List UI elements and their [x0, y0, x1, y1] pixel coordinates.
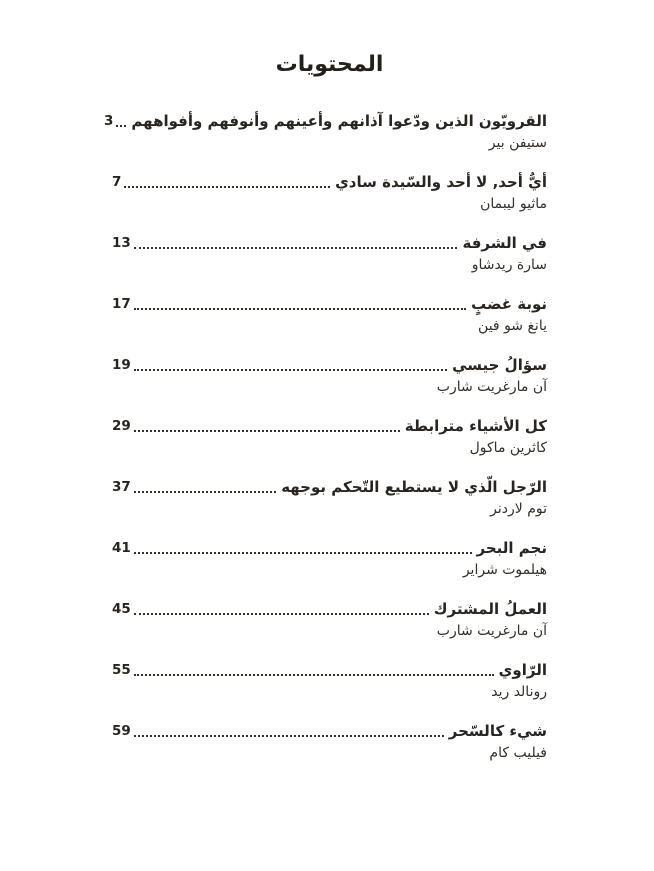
entry-title: الرّاوي — [498, 661, 547, 679]
entry-page-number: 19 — [112, 357, 131, 373]
dot-leader — [134, 674, 494, 676]
toc-entry — [112, 659, 547, 703]
toc-entry-line — [112, 354, 547, 376]
dot-leader — [134, 308, 466, 310]
entry-page-number: 37 — [112, 479, 131, 495]
entry-page-number: 59 — [112, 723, 131, 739]
entry-author: توم لاردنر — [490, 501, 547, 517]
entry-page-number: 7 — [112, 174, 122, 190]
entry-author: رونالد ريد — [491, 684, 547, 700]
dot-leader — [116, 125, 126, 127]
entry-page-number: 13 — [112, 235, 131, 251]
entry-page-number: 3 — [104, 113, 114, 129]
toc-entry — [104, 110, 547, 154]
toc-entry — [112, 537, 547, 581]
toc-entry — [112, 171, 547, 215]
toc-entry-line — [112, 415, 547, 437]
entry-page-number: 17 — [112, 296, 131, 312]
toc-entry-line — [112, 537, 547, 559]
entry-page-number: 45 — [112, 601, 131, 617]
entry-page-number: 29 — [112, 418, 131, 434]
toc-entry — [112, 598, 547, 642]
entry-title: شيء كالسّحر — [448, 722, 547, 740]
dot-leader — [134, 552, 472, 554]
dot-leader — [124, 186, 330, 188]
dot-leader — [134, 430, 400, 432]
entry-title: أيُّ أحد, لا أحد والسّيدة سادي — [335, 173, 547, 191]
entry-author: ستيفن بير — [488, 135, 547, 151]
entry-title: كل الأشياء مترابطة — [404, 417, 547, 435]
toc-entry — [112, 354, 547, 398]
dot-leader — [134, 247, 458, 249]
dot-leader — [134, 369, 447, 371]
entry-author: ماثيو ليبمان — [480, 196, 547, 212]
entry-title: نوبة غضبٍ — [471, 295, 547, 313]
entry-title: الرّجل الّذي لا يستطيع التّحكم بوجهه — [281, 478, 547, 496]
dot-leader — [134, 613, 429, 615]
toc-entry-line — [112, 476, 547, 498]
toc-entry-line — [112, 659, 547, 681]
dot-leader — [134, 491, 276, 493]
entry-author: هيلموت شراير — [462, 562, 547, 578]
entry-author: يانغ شو فين — [478, 318, 547, 334]
entry-page-number: 55 — [112, 662, 131, 678]
entry-title: سؤالُ جيسي — [452, 356, 547, 374]
toc-entry — [112, 720, 547, 764]
toc-entry — [112, 232, 547, 276]
entry-author: سارة ريدشاو — [471, 257, 547, 273]
entry-page-number: 41 — [112, 540, 131, 556]
toc-entry-line — [112, 598, 547, 620]
entry-title: في الشرفة — [462, 234, 547, 252]
table-of-contents — [104, 110, 547, 764]
toc-entry — [112, 293, 547, 337]
entry-author: كاثرين ماكول — [469, 440, 547, 456]
toc-entry-line — [112, 232, 547, 254]
toc-entry — [112, 476, 547, 520]
toc-entry-line — [112, 293, 547, 315]
entry-author: آن مارغريت شارب — [436, 379, 547, 395]
entry-title: العملُ المشترك — [433, 600, 547, 618]
entry-author: فيليب كام — [489, 745, 547, 761]
toc-entry-line — [104, 110, 547, 132]
toc-entry-line — [112, 720, 547, 742]
page-title: المحتويات — [275, 52, 384, 77]
toc-entry-line — [112, 171, 547, 193]
entry-author: آن مارغريت شارب — [436, 623, 547, 639]
entry-title: القرويّون الذين ودّعوا آذانهم وأعينهم وأنوفهم وأفواههم — [131, 112, 547, 130]
entry-title: نجم البحر — [476, 539, 547, 557]
dot-leader — [134, 735, 444, 737]
toc-entry — [112, 415, 547, 459]
